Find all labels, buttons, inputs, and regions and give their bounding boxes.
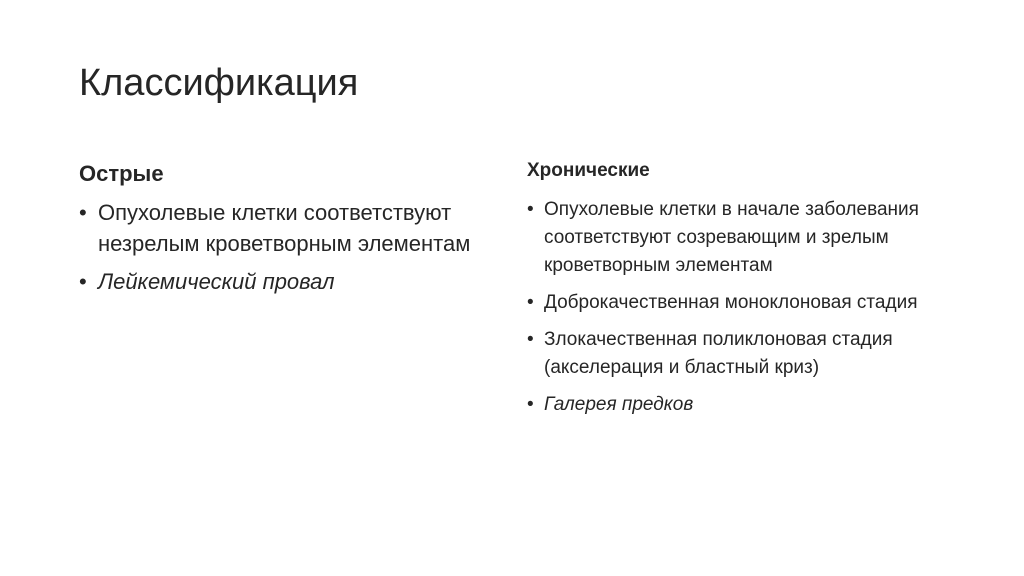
list-item <box>527 289 967 317</box>
bullet-icon: • <box>79 200 87 225</box>
acute-list <box>79 197 479 297</box>
chronic-list <box>527 196 967 419</box>
chronic-heading: Хронические <box>527 160 650 181</box>
acute-heading: Острые <box>79 161 164 186</box>
list-item-text: Опухолевые клетки в начале заболевания соответствуют созревающим и зрелым кроветворным элементам <box>544 199 919 276</box>
list-item <box>79 197 479 259</box>
chronic-column <box>527 155 967 419</box>
bullet-icon: • <box>527 394 534 415</box>
list-item <box>79 266 479 297</box>
bullet-icon: • <box>527 199 534 220</box>
list-item <box>527 196 967 280</box>
bullet-icon: • <box>527 329 534 350</box>
list-item-text: Лейкемический провал <box>98 269 335 294</box>
slide-title: Классификация <box>79 62 359 104</box>
list-item-text: Галерея предков <box>544 394 694 415</box>
list-item-text: Злокачественная поликлоновая стадия (акселерация и бластный криз) <box>544 329 893 378</box>
list-item-text: Опухолевые клетки соответствуют незрелым кроветворным элементам <box>98 200 471 256</box>
list-item <box>527 391 967 419</box>
list-item <box>527 326 967 382</box>
bullet-icon: • <box>527 292 534 313</box>
acute-column <box>79 158 479 297</box>
list-item-text: Доброкачественная моноклоновая стадия <box>544 292 918 313</box>
bullet-icon: • <box>79 269 87 294</box>
